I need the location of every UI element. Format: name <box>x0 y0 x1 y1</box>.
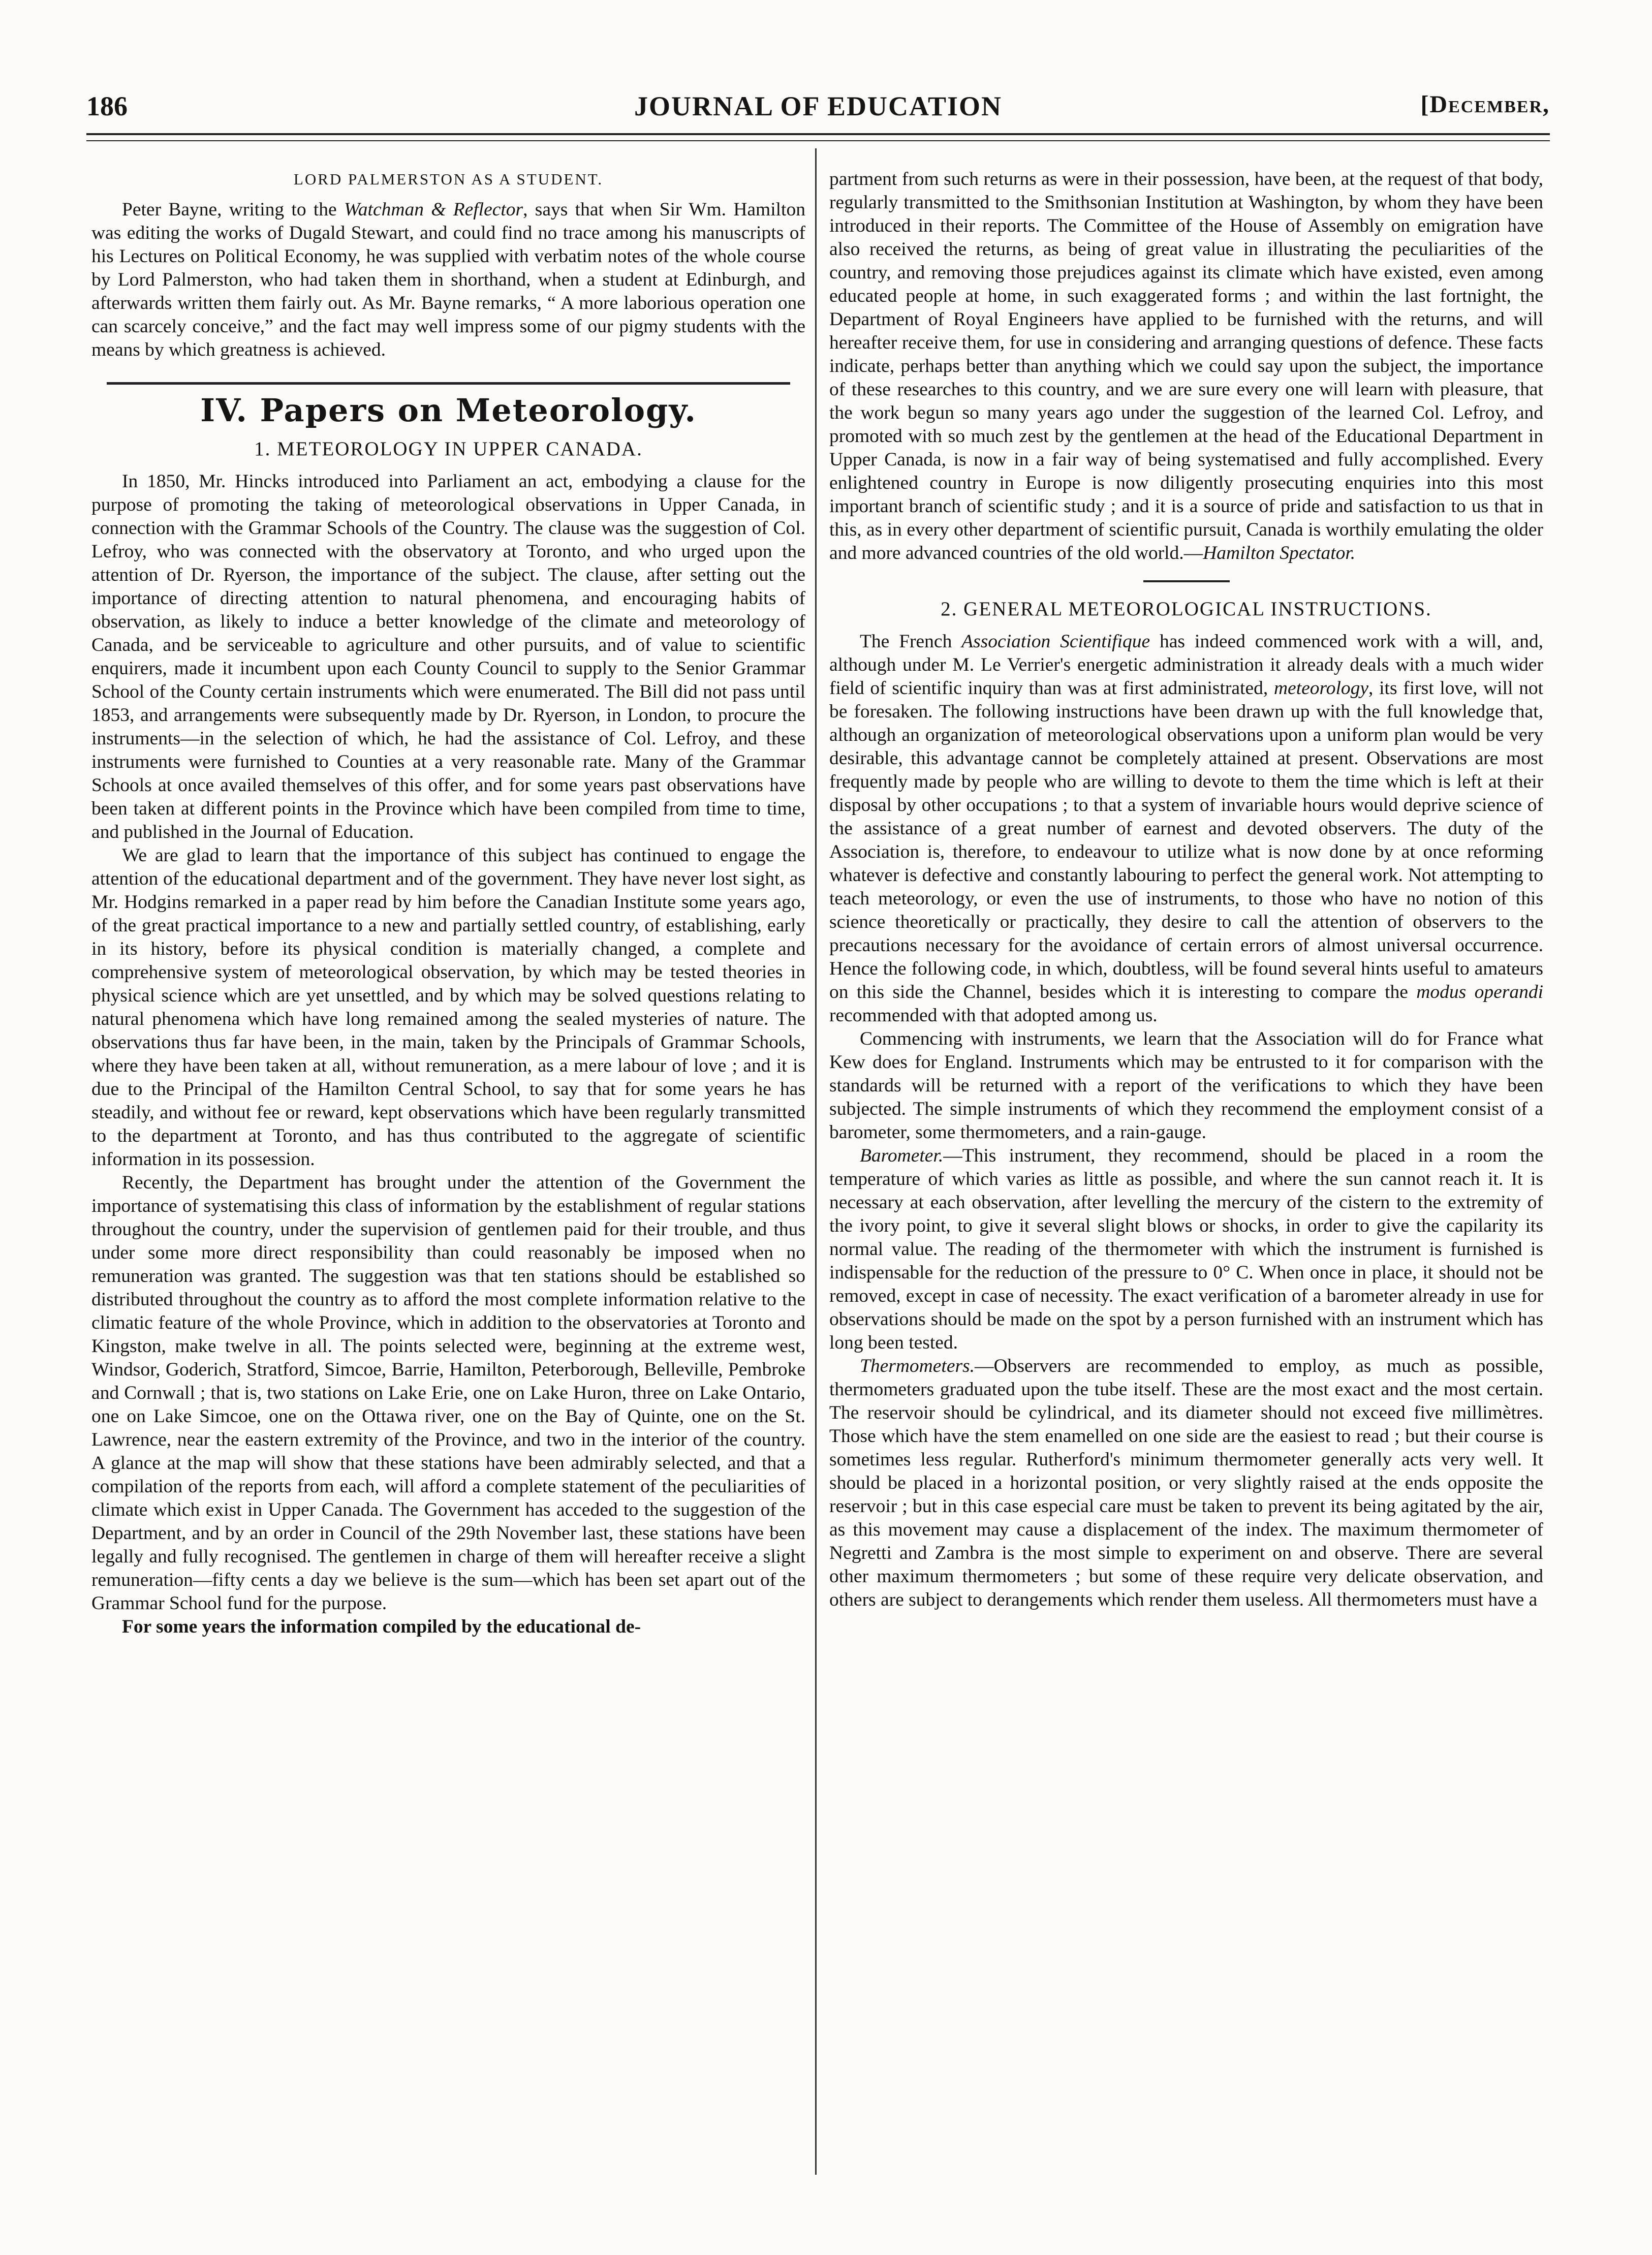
header-rule <box>86 133 1550 135</box>
barometer-paragraph: Barometer.—This instrument, they recommend, should be placed in a room the temperature of which varies as little as possible, and where the sun cannot reach it. It is necessary at each observation, after levelling the mercury of the cistern to the extremity of the ivory point, to give it several slight blows or shocks, in order to give the capilarity its normal value. The reading of the thermometer with which the instrument is furnished is indispensable for the reduction of the pressure to 0° C. When once in place, it should not be removed, except in case of necessity. The exact verification of a barometer already in use for observations should be made on the spot by a person furnished with an instrument which has long been tested. <box>829 1145 1543 1353</box>
barometer-label: Barometer. <box>860 1145 944 1166</box>
citation: Hamilton Spectator. <box>1203 543 1356 563</box>
part-heading <box>91 382 805 429</box>
part-heading-text: IV. Papers on Meteorology. <box>200 392 697 429</box>
section-1-paragraph-2: We are glad to learn that the importance of this subject has continued to engage the attention of the educational department and of the government. They have never lost sight, as Mr. Hodgins remarked in a paper read by him before the Canadian Institute some years ago, of the great practical importance to a new and partially settled country, of establishing, early in its history, before its physical condition is materially changed, a complete and comprehensive system of meteorological observation, by which may be tested theories in physical science which are yet unsettled, and by which may be solved questions relating to natural phenomena which have long remained among the sealed mysteries of nature. The observations thus far have been, in the main, taken by the Principals of Grammar Schools, where they have been taken at all, without remuneration, as a mere labour of love ; and it is due to the Principal of the Hamilton Central School, to say that for some years he has steadily, and without fee or reward, kept observations which have been regularly transmitted to the department at Toronto, and has thus contributed to the aggregate of scientific information in its possession. <box>91 845 805 1170</box>
continuation-paragraph: partment from such returns as were in their possession, have been, at the request of that body, regularly transmitted to the Smithsonian Institution at Washington, by whom they have been introduced in their reports. The Committee of the House of Assembly on emigration have also received the returns, as being of great value in illustrating the peculiarities of the country, and removing those prejudices against its climate which have existed, even among educated people at home, in such exaggerated forms ; and within the last fortnight, the Department of Royal Engineers have applied to be furnished with the returns, and will hereafter receive them, for use in considering and arranging questions of defence. These facts indicate, perhaps better than anything which we could say upon the subject, the importance of these researches to this country, and we are sure every one will learn with pleasure, that the work begun so many years ago under the suggestion of the learned Col. Lefroy, and promoted with so much zest by the gentlemen at the head of the Educational Department in Upper Canada, is now in a fair way of being systematised and fully accomplished. Every enlightened country in Europe is now diligently prosecuting enquiries into this most important branch of scientific study ; and it is a source of pride and satisfaction to us that in this, as in every other department of scientific pursuit, Canada is worthily emulating the older and more advanced countries of the old world.—Hamilton Spectator. <box>829 169 1543 563</box>
section-2-title: 2. GENERAL METEOROLOGICAL INSTRUCTIONS. <box>941 598 1432 620</box>
section-1-paragraph-4: For some years the information compiled by the educational de- <box>122 1616 641 1637</box>
palmerston-heading: LORD PALMERSTON AS A STUDENT. <box>293 170 604 188</box>
issue-month: [December, <box>1420 91 1550 118</box>
column-divider <box>815 148 817 2175</box>
left-column <box>91 168 805 2165</box>
page-number: 186 <box>86 91 128 121</box>
right-column <box>829 168 1543 2165</box>
thermometers-paragraph: Thermometers.—Observers are recommended to employ, as much as possible, thermometers graduated upon the tube itself. These are the most exact and the most certain. The reservoir should be cylindrical, and its diameter should not exceed five millimètres. Those which have the stem enamelled on one side are the easiest to read ; but their course is sometimes less regular. Rutherford's minimum thermometer generally acts very well. It should be placed in a horizontal position, or very slightly raised at the ends opposite the reservoir ; but in this case especial care must be taken to prevent its being agitated by the air, as this movement may cause a displacement of the index. The maximum thermometer of Negretti and Zambra is the most simple to experiment on and observe. There are several other maximum thermometers ; but some of these require very delicate observation, and others are subject to derangements which render them useless. All thermometers must have a <box>829 1356 1543 1610</box>
part-heading-rule <box>107 382 790 385</box>
journal-title: JOURNAL OF EDUCATION <box>634 91 1003 121</box>
section-2-paragraph-1: The French Association Scientifique has indeed commenced work with a will, and, although under M. Le Verrier's energetic administration it already deals with a much wider field of scientific inquiry than was at first administrated, meteorology, its first love, will not be foresaken. The following instructions have been drawn up with the full knowledge that, although an organization of meteorological observations upon a uniform plan would be very desirable, this advantage cannot be completely attained at present. Observations are most frequently made by people who are willing to devote to them the time which is left at their disposal by other occupations ; to that a system of invariable hours would deprive science of the assistance of a great number of earnest and devoted observers. The duty of the Association is, therefore, to endeavour to utilize what is now done by at once reforming whatever is defective and constantly labouring to perfect the general work. Not attempting to teach meteorology, or even the use of instruments, to those who have no notion of this science theoretically or practically, they desire to call the attention of observers to the precautions necessary for the avoidance of certain errors of almost universal occurrence. Hence the following code, in which, doubtless, will be found several hints useful to amateurs on this side the Channel, besides which it is interesting to compare the modus operandi recommended with that adopted among us. <box>829 631 1543 1026</box>
section-1-paragraph-1: In 1850, Mr. Hincks introduced into Parliament an act, embodying a clause for the purpose of promoting the taking of meteorological observations in Upper Canada, in connection with the Grammar Schools of the Country. The clause was the suggestion of Col. Lefroy, who was connected with the observatory at Toronto, and who urged upon the attention of Dr. Ryerson, the importance of the subject. The clause, after setting out the importance of directing attention to natural phenomena, and encouraging habits of observation, as likely to induce a better knowledge of the climate and meteorology of Canada, and be serviceable to agriculture and other pursuits, and of value to scientific enquirers, made it incumbent upon each County Council to supply to the Senior Grammar School of the County certain instruments which were enumerated. The Bill did not pass until 1853, and arrangements were subsequently made by Dr. Ryerson, in London, to procure the instruments—in the selection of which, he had the assistance of Col. Lefroy, and these instruments were furnished to Counties at a very reasonable rate. Many of the Grammar Schools at once availed themselves of this offer, and for some years past observations have been taken at different points in the Province which have been compiled from time to time, and published in the Journal of Education. <box>91 471 805 842</box>
page-header <box>86 90 1550 131</box>
palmerston-paragraph: Peter Bayne, writing to the Watchman & Reflector, says that when Sir Wm. Hamilton was editing the works of Dugald Stewart, and could find no trace among his manuscripts of his Lectures on Political Economy, he was supplied with verbatim notes of the whole course by Lord Palmerston, who had taken them in shorthand, when a student at Edinburgh, and afterwards written them fairly out. As Mr. Bayne remarks, “ A more laborious operation one can scarcely conceive,” and the fact may well impress some of our pigmy students with the means by which greatness is achieved. <box>91 199 805 360</box>
section-1-title: 1. METEOROLOGY IN UPPER CANADA. <box>254 438 643 460</box>
header-rule-thin <box>86 140 1550 141</box>
thermometers-label: Thermometers. <box>860 1356 975 1376</box>
section-2-paragraph-2: Commencing with instruments, we learn that the Association will do for France what Kew does for England. Instruments which may be entrusted to it for comparison with the standards will be returned with a report of the verifications to which they have been subjected. The simple instruments of which they recommend the employment consist of a barometer, some thermometers, and a rain-gauge. <box>829 1028 1543 1143</box>
section-divider <box>1143 580 1230 582</box>
section-1-paragraph-3: Recently, the Department has brought under the attention of the Government the importance of systematising this class of information by the establishment of regular stations throughout the country, under the supervision of gentlemen paid for their trouble, and thus under some more direct responsibility than could reasonably be imposed when no remuneration was granted. The suggestion was that ten stations should be established so distributed throughout the country as to afford the most complete information relative to the climatic feature of the whole Province, which in addition to the observatories at Toronto and Kingston, make twelve in all. The points selected were, beginning at the extreme west, Windsor, Goderich, Stratford, Simcoe, Barrie, Hamilton, Peterborough, Belleville, Pembroke and Cornwall ; that is, two stations on Lake Erie, one on Lake Huron, three on Lake Ontario, one on Lake Simcoe, one on the Ottawa river, one on the Bay of Quinte, one on the St. Lawrence, near the eastern extremity of the Province, and two in the interior of the country. A glance at the map will show that these stations have been admirably selected, and that a compilation of the reports from each, will afford a complete statement of the peculiarities of climate which exist in Upper Canada. The Government has acceded to the suggestion of the Department, and by an order in Council of the 29th November last, these stations have been legally and fully recognised. The gentlemen in charge of them will hereafter receive a slight remuneration—fifty cents a day we believe is the sum—which has been set apart out of the Grammar School fund for the purpose. <box>91 1172 805 1614</box>
